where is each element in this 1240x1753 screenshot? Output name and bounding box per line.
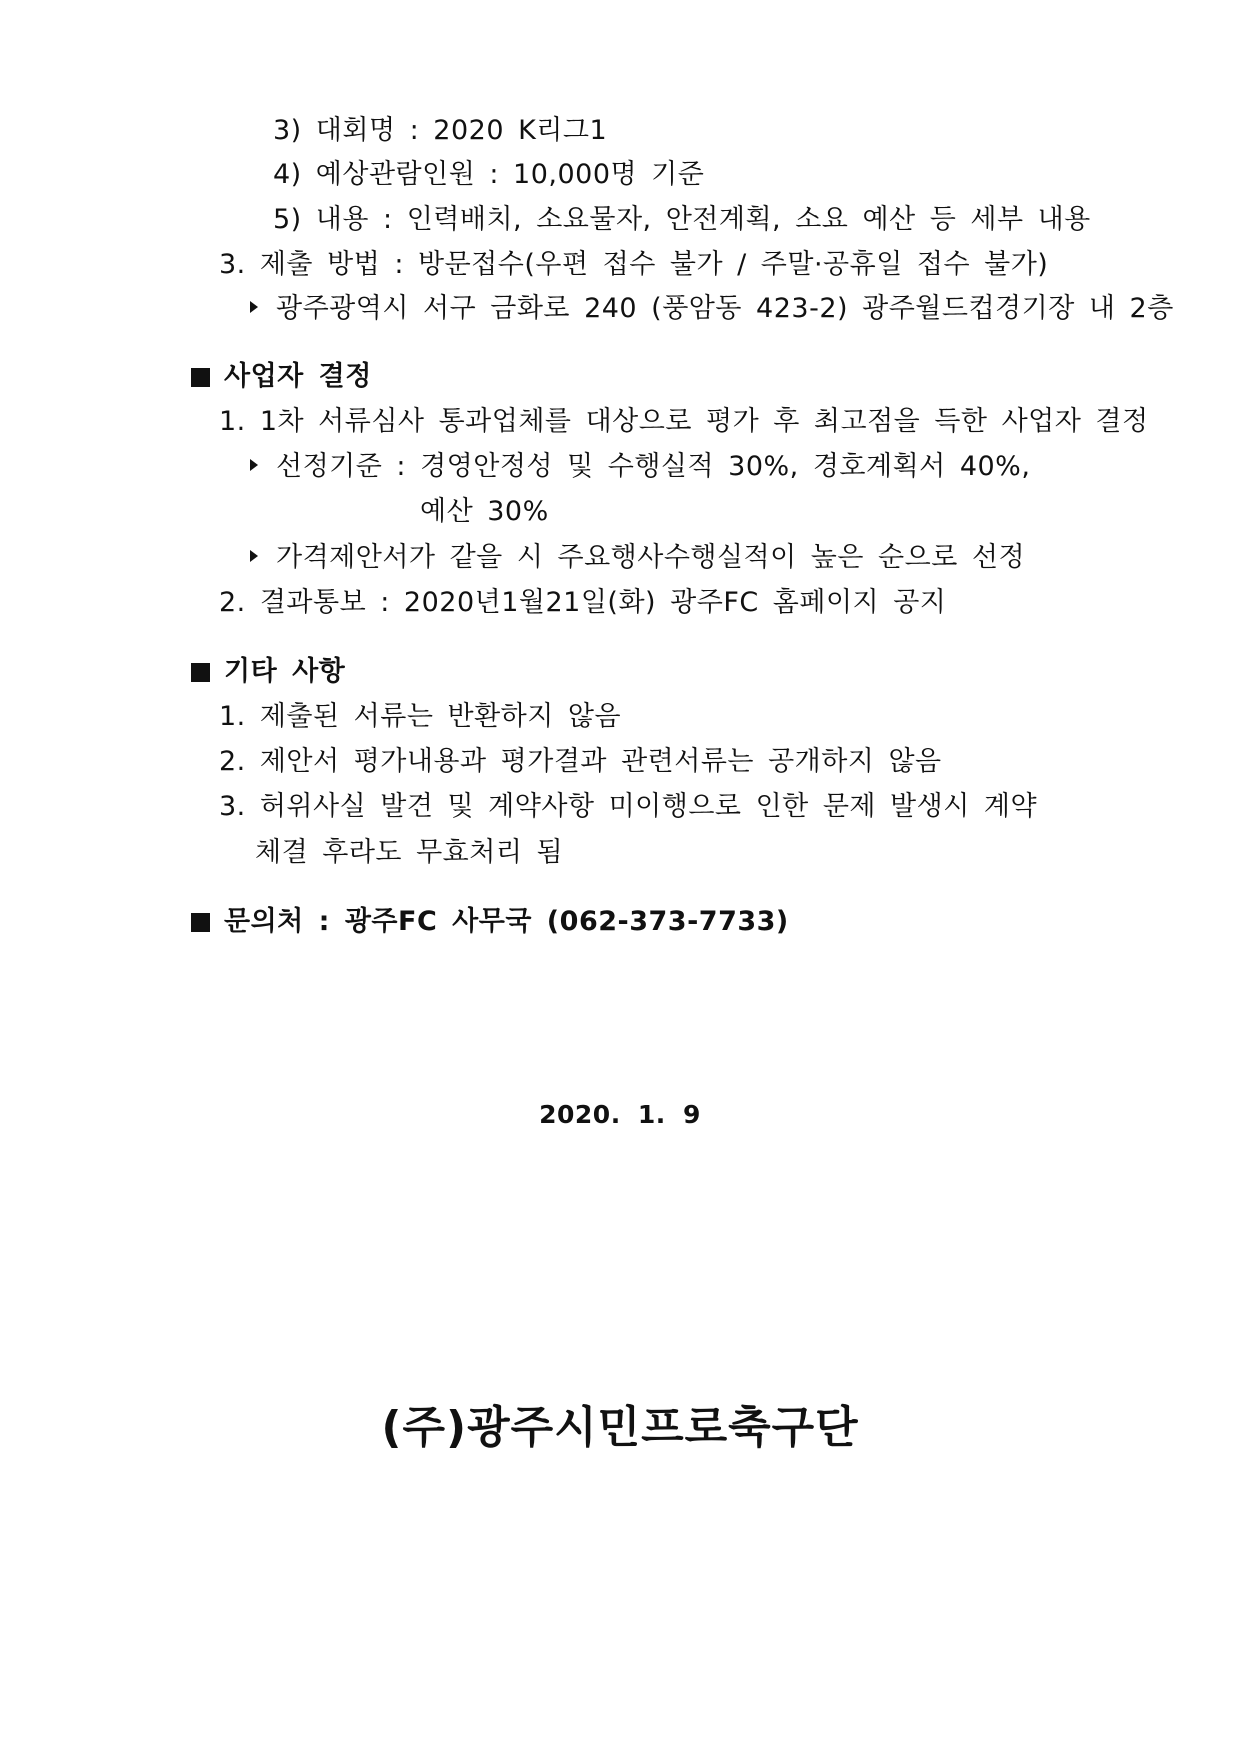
square-bullet-icon — [191, 913, 210, 932]
other-item-3: 3. 허위사실 발견 및 계약사항 미이행으로 인한 문제 발생시 계약 — [219, 791, 1038, 822]
contact-line — [191, 905, 789, 939]
selection-item-2: 2. 결과통보 : 2020년1월21일(화) 광주FC 홈페이지 공지 — [219, 587, 947, 618]
section-heading-selection — [191, 360, 372, 394]
square-bullet-icon — [191, 663, 210, 682]
triangle-bullet-icon — [250, 550, 258, 562]
tie-break-bullet — [250, 541, 1025, 575]
other-item-2: 2. 제안서 평가내용과 평가결과 관련서류는 공개하지 않음 — [219, 746, 942, 777]
section-title: 기타 사항 — [224, 656, 346, 687]
organization-name: (주)광주시민프로축구단 — [381, 1402, 859, 1453]
submission-method-line: 3. 제출 방법 : 방문접수(우편 접수 불가 / 주말·공휴일 접수 불가) — [219, 249, 1049, 280]
triangle-bullet-icon — [250, 459, 258, 471]
contact-text: 문의처 : 광주FC 사무국 (062-373-7733) — [224, 906, 789, 937]
address-bullet — [250, 292, 1174, 326]
section-title: 사업자 결정 — [224, 361, 372, 392]
other-item-1: 1. 제출된 서류는 반환하지 않음 — [219, 701, 622, 732]
other-item-3-continuation: 체결 후라도 무효처리 됨 — [255, 837, 564, 868]
section-heading-other — [191, 655, 345, 689]
tie-break-text: 가격제안서가 같을 시 주요행사수행실적이 높은 순으로 선정 — [276, 542, 1026, 573]
triangle-bullet-icon — [250, 301, 258, 313]
selection-criteria-bullet — [250, 450, 1030, 484]
expected-attendance-line: 4) 예상관람인원 : 10,000명 기준 — [273, 159, 705, 190]
document-date: 2020. 1. 9 — [539, 1100, 701, 1129]
address-text: 광주광역시 서구 금화로 240 (풍암동 423-2) 광주월드컵경기장 내 2층 — [276, 293, 1174, 324]
square-bullet-icon — [191, 368, 210, 387]
criteria-text: 선정기준 : 경영안정성 및 수행실적 30%, 경호계획서 40%, — [276, 451, 1031, 482]
event-name-line: 3) 대회명 : 2020 K리그1 — [273, 115, 608, 146]
content-line: 5) 내용 : 인력배치, 소요물자, 안전계획, 소요 예산 등 세부 내용 — [273, 204, 1091, 235]
selection-item-1: 1. 1차 서류심사 통과업체를 대상으로 평가 후 최고점을 득한 사업자 결정 — [219, 406, 1149, 437]
selection-criteria-continuation: 예산 30% — [420, 496, 549, 527]
